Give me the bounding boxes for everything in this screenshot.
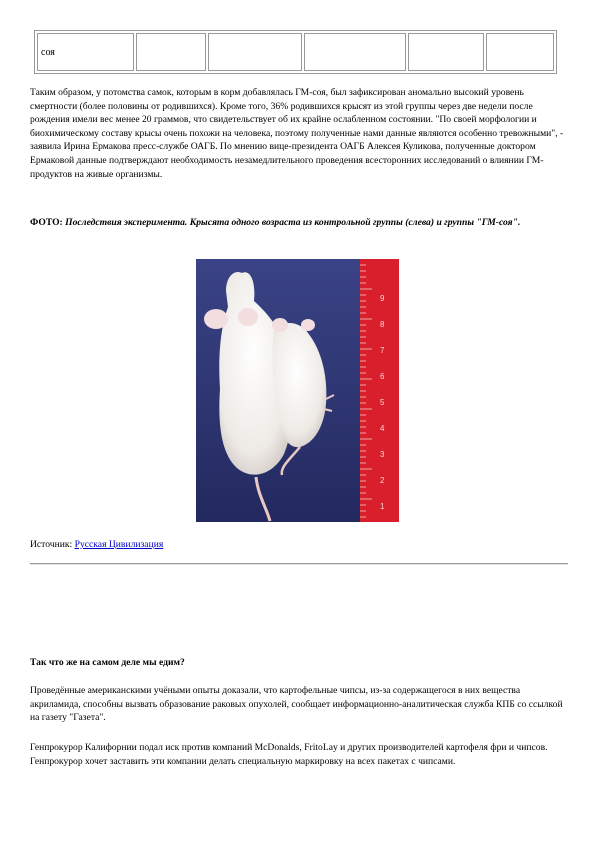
table-cell: [304, 33, 406, 71]
article-paragraph: Таким образом, у потомства самок, которым в корм добавлялась ГМ-соя, был зафиксирован аномально высокий уровень смертности (более половины от родившихся). Кроме того, 36% родившихся крысят из этой группы через две недели после рождения имели вес менее 20 граммов, что свидетельствует об их крайне ослабленном состоянии. "По своей морфологии и биохимическому составу крысы очень похожи на человека, поэтому полученные нами данные являются особенно тревожными", - заявила Ирина Ермакова пресс-службе ОАГБ. По мнению вице-президента ОАГБ Алексея Куликова, полученные доктором Ермаковой данные подтверждают необходимость незамедлительного проведения всесторонних исследований о влиянии ГМ-продуктов на живые организмы.: [30, 87, 564, 180]
ruler-digit: 9: [380, 294, 385, 303]
photo-caption: [30, 216, 570, 230]
rats-photo: [196, 259, 399, 522]
horizontal-divider: [30, 563, 568, 565]
ruler-digit: 5: [380, 398, 385, 407]
source-link[interactable]: Русская Цивилизация: [74, 539, 164, 550]
data-table: [34, 30, 557, 74]
table-cell: [136, 33, 206, 71]
ruler-digit: 3: [380, 450, 385, 459]
ruler-digit: 2: [380, 476, 385, 485]
source-label: Источник:: [30, 539, 73, 550]
article-paragraph: Проведённые американскими учёными опыты доказали, что картофельные чипсы, из-за содержащегося в них вещества акриламида, способны вызвать образование раковых опухолей, сообщает информационно-аналитическая служба КПБ со ссылкой на газету "Газета".: [30, 685, 563, 724]
ruler-digit: 4: [380, 424, 385, 433]
rats-illustration: [196, 259, 399, 522]
ruler-digit: 7: [380, 346, 385, 355]
table-cell: [208, 33, 302, 71]
photo-caption-text: Последствия эксперимента. Крысята одного возраста из контрольной группы (слева) и группы "ГМ-соя".: [65, 217, 521, 228]
ruler-digit: 1: [380, 502, 385, 511]
source-line: [30, 538, 570, 552]
ruler-digit: 8: [380, 320, 385, 329]
table-cell: [408, 33, 484, 71]
photo-caption-label: ФОТО:: [30, 217, 63, 228]
ruler-digit: 6: [380, 372, 385, 381]
article-paragraph: Генпрокурор Калифорнии подал иск против компаний McDonalds, FritoLay и других производителей картофеля фри и чипсов. Генпрокурор хочет заставить эти компании делать специальную маркировку на всех пакетах с чипсами.: [30, 742, 548, 767]
table-cell: [486, 33, 554, 71]
table-row: [37, 33, 554, 71]
table-cell: соя: [37, 33, 134, 71]
section-heading: Так что же на самом деле мы едим?: [30, 657, 185, 668]
